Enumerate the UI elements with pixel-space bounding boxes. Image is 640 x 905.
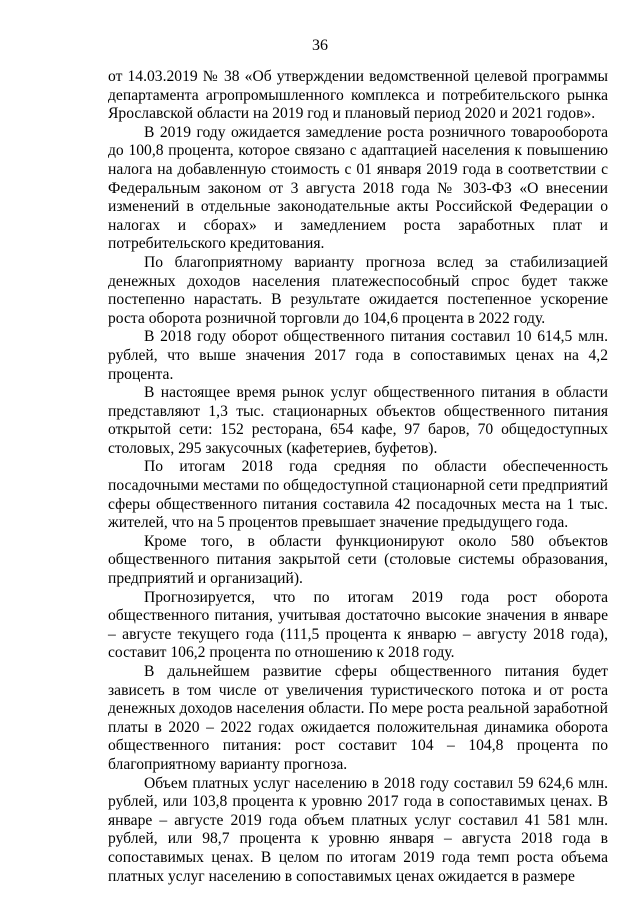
paragraph-catering-development: В дальнейшем развитие сферы общественного питания будет зависеть в том числе от увеличения туристического потока и от роста денежных доходов населения области. По мере роста реальной заработной платы в 2020 – 2022 годах ожидается положительная динамика оборота общественного питания: рост составит 104 – 104,8 процента по благоприятному варианту прогноза.: [108, 663, 608, 773]
page-number: 36: [312, 37, 328, 54]
paragraph-catering-turnover-2018: В 2018 году оборот общественного питания составил 10 614,5 млн. рублей, что выше значения 2017 года в сопоставимых ценах на 4,2 процента.: [108, 328, 608, 383]
paragraph-closed-network: Кроме того, в области функционируют около 580 объектов общественного питания закрытой сети (столовые системы образования, предприятий и организаций).: [108, 532, 608, 588]
paragraph-favorable-forecast: По благоприятному варианту прогноза вслед за стабилизацией денежных доходов населения платежеспособный спрос будет также постепенно нарастать. В результате ожидается постепенное ускорение роста оборота розничной торговли до 104,6 процента в 2022 году.: [108, 253, 608, 327]
paragraph-catering-forecast-2019: Прогнозируется, что по итогам 2019 года рост оборота общественного питания, учитывая достаточно высокие значения в январе – августе текущего года (111,5 процента к январю – августу 2018 года), составит 106,2 процента по отношению к 2018 году.: [108, 588, 608, 662]
paragraph-catering-objects: В настоящее время рынок услуг общественного питания в области представляют 1,3 тыс. стационарных объектов общественного питания открытой сети: 152 ресторана, 654 кафе, 97 баров, 70 общедоступных столовых, 295 закусочных (кафетериев, буфетов).: [108, 384, 608, 457]
document-body: [108, 68, 608, 886]
paragraph-retail-turnover-2019: В 2019 году ожидается замедление роста розничного товарооборота до 100,8 процента, которое связано с адаптацией населения к повышению налога на добавленную стоимость с 01 января 2019 года в соответствии с Федеральным законом от 3 августа 2018 года № 303-ФЗ «О внесении изменений в отдельные законодательные акты Российской Федерации о налогах и сборах» и замедлением роста заработных плат и потребительского кредитования.: [108, 123, 608, 253]
paragraph-paid-services: Объем платных услуг населению в 2018 году составил 59 624,6 млн. рублей, или 103,8 процента к уровню 2017 года в сопоставимых ценах. В январе – августе 2019 года объем платных услуг составил 41 581 млн. рублей, или 98,7 процента к уровню января – августа 2018 года в сопоставимых ценах. В целом по итогам 2019 года темп роста объема платных услуг населению в сопоставимых ценах ожидается в размере: [108, 774, 608, 885]
paragraph-program-reference: от 14.03.2019 № 38 «Об утверждении ведомственной целевой программы департамента агропромышленного комплекса и потребительского рынка Ярославской области на 2019 год и плановый период 2020 и 2021 годов».: [108, 68, 608, 123]
paragraph-seating-capacity: По итогам 2018 года средняя по области обеспеченность посадочными местами по общедоступной стационарной сети предприятий сферы общественного питания составила 42 посадочных места на 1 тыс. жителей, что на 5 процентов превышает значение предыдущего года.: [108, 458, 608, 532]
